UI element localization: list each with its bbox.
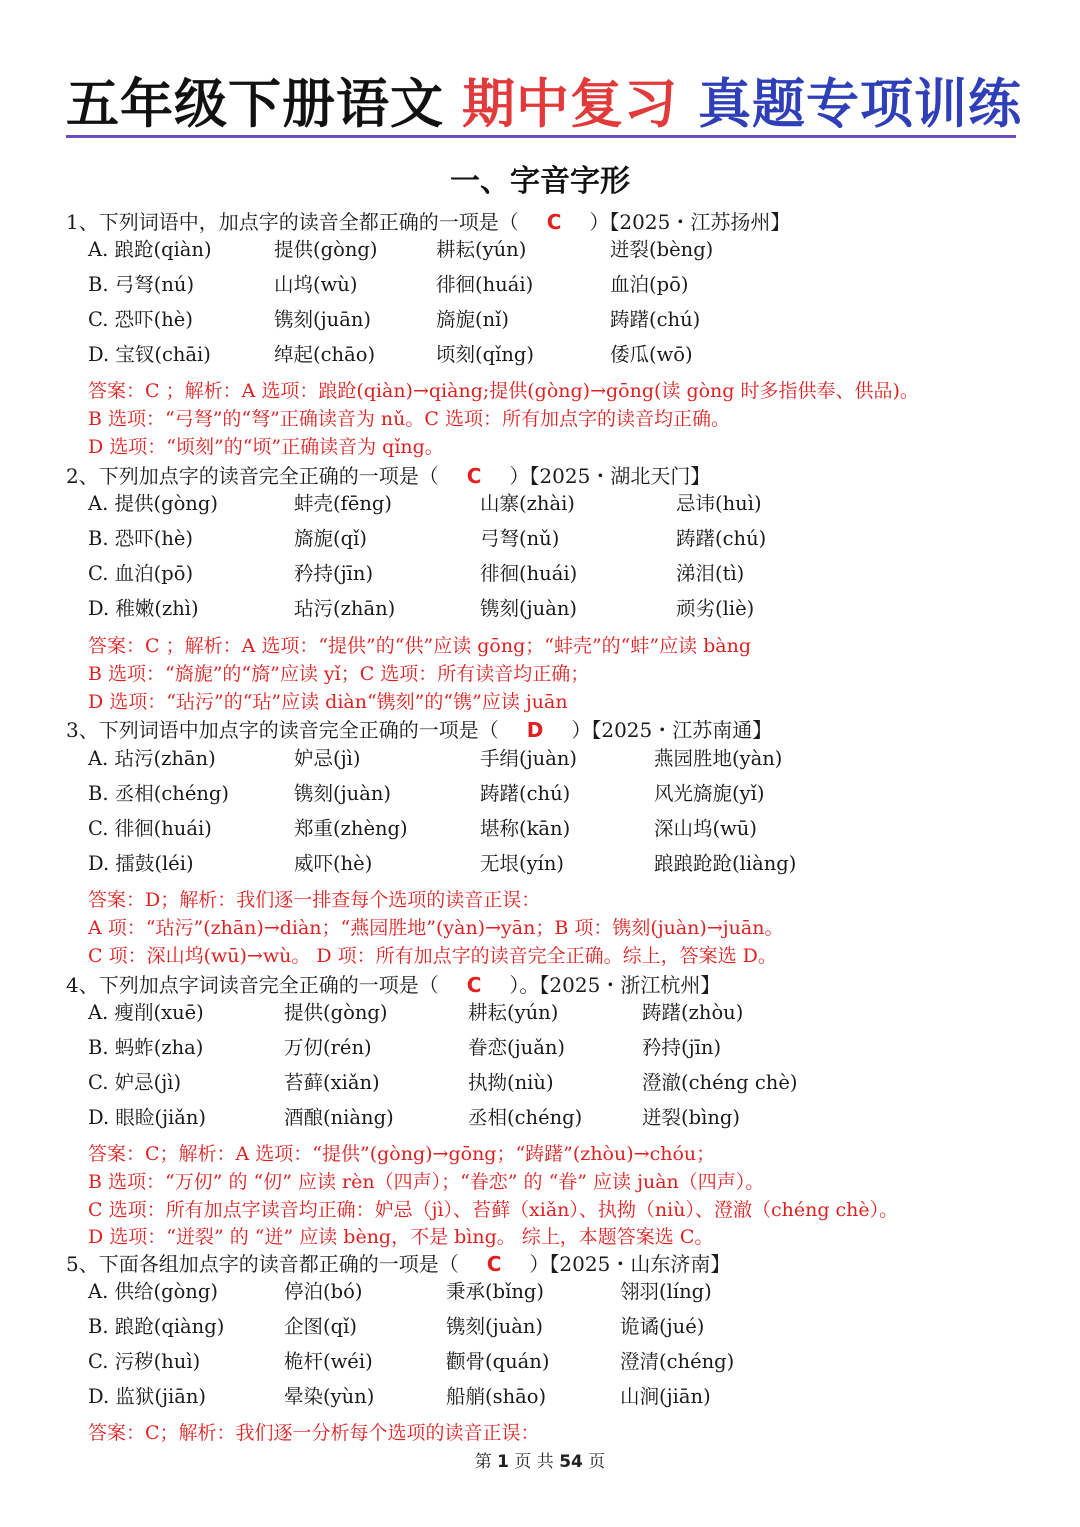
option-b: B. 恐吓(hè) xyxy=(88,527,194,550)
option-b: B. 蚂蚱(zha) xyxy=(88,1036,204,1059)
option-word: 执拗(niù) xyxy=(468,1071,554,1094)
option-word: 徘徊(huái) xyxy=(480,562,578,585)
question-source: ）【2025・江苏南通】 xyxy=(571,718,773,742)
question-1-stem xyxy=(66,208,790,236)
answer-letter: C xyxy=(546,210,562,234)
option-d: D. 眼睑(jiǎn) xyxy=(88,1106,207,1129)
question-text: 2、下列加点字的读音完全正确的一项是（ xyxy=(66,464,439,488)
option-word: 忌讳(huì) xyxy=(676,492,762,515)
option-word: 镌刻(juān) xyxy=(274,308,372,331)
option-word: 企图(qǐ) xyxy=(284,1315,357,1338)
option-word: 提供(gòng) xyxy=(274,238,378,261)
option-word: 深山坞(wū) xyxy=(654,817,757,840)
option-a: A. 供给(gòng) xyxy=(88,1280,218,1303)
option-row xyxy=(88,1312,1048,1342)
option-row xyxy=(88,270,1048,300)
option-word: 旖旎(qǐ) xyxy=(294,527,367,550)
option-row xyxy=(88,594,1048,624)
option-word: 耕耘(yún) xyxy=(436,238,527,261)
option-c: C. 徘徊(huái) xyxy=(88,817,212,840)
question-text: 4、下列加点字词读音完全正确的一项是（ xyxy=(66,973,439,997)
option-a: A. 瘦削(xuē) xyxy=(88,1001,204,1024)
question-text: 3、下列词语中加点字的读音完全正确的一项是（ xyxy=(66,718,499,742)
option-word: 堪称(kān) xyxy=(480,817,571,840)
option-b: B. 踉跄(qiàng) xyxy=(88,1315,225,1338)
option-word: 徘徊(huái) xyxy=(436,273,534,296)
option-word: 蚌壳(fēng) xyxy=(294,492,393,515)
option-row xyxy=(88,1068,1048,1098)
option-c: C. 血泊(pō) xyxy=(88,562,194,585)
option-word: 绰起(chāo) xyxy=(274,343,376,366)
option-word: 矜持(jīn) xyxy=(642,1036,722,1059)
option-word: 诡谲(jué) xyxy=(620,1315,705,1338)
option-d: D. 稚嫩(zhì) xyxy=(88,597,199,620)
question-4-stem xyxy=(66,971,720,999)
option-word: 秉承(bǐng) xyxy=(446,1280,544,1303)
option-c: C. 恐吓(hè) xyxy=(88,308,193,331)
option-d: D. 宝钗(chāi) xyxy=(88,343,211,366)
title-training: 真题专项训练 xyxy=(698,74,1022,135)
option-word: 山涧(jiān) xyxy=(620,1385,711,1408)
option-d: D. 擂鼓(léi) xyxy=(88,852,194,875)
question-source: ）【2025・山东济南】 xyxy=(529,1252,731,1276)
option-word: 澄清(chéng) xyxy=(620,1350,735,1373)
option-row xyxy=(88,998,1048,1028)
analysis-line: D 选项：“玷污”的“玷”应读 diàn“镌刻”的“镌”应读 juān xyxy=(88,691,568,713)
question-3-stem xyxy=(66,716,772,744)
option-word: 旖旎(nǐ) xyxy=(436,308,510,331)
question-source: ）【2025・湖北天门】 xyxy=(509,464,711,488)
title-grade: 五年级下册语文 xyxy=(66,74,444,135)
analysis-line: D 选项：“顷刻”的“顷”正确读音为 qǐng。 xyxy=(88,436,444,458)
analysis-line: D 选项：“迸裂” 的 “迸” 应读 bèng，不是 bìng。 综上，本题答案选 C。 xyxy=(88,1226,714,1248)
option-b: B. 弓弩(nú) xyxy=(88,273,195,296)
option-word: 山坞(wù) xyxy=(274,273,358,296)
option-row xyxy=(88,340,1048,370)
option-row xyxy=(88,489,1048,519)
option-word: 眷恋(juǎn) xyxy=(468,1036,566,1059)
option-row xyxy=(88,1033,1048,1063)
option-word: 踉踉跄跄(liàng) xyxy=(654,852,797,875)
option-a: A. 踉跄(qiàn) xyxy=(88,238,212,261)
analysis-line: C 项：深山坞(wū)→wù。 D 项：所有加点字的读音完全正确。综上，答案选 D。 xyxy=(88,945,777,967)
option-word: 顽劣(liè) xyxy=(676,597,755,620)
option-word: 颧骨(quán) xyxy=(446,1350,550,1373)
answer-letter: D xyxy=(526,718,544,742)
option-c: C. 妒忌(jì) xyxy=(88,1071,182,1094)
footer-prefix: 第 xyxy=(474,1452,492,1472)
analysis-line: B 选项：“弓弩”的“弩”正确读音为 nǔ。C 选项：所有加点字的读音均正确。 xyxy=(88,408,730,430)
analysis-line: 答案：C ；解析：A 选项：踉跄(qiàn)→qiàng;提供(gòng)→gōng(读 gòng 时多指供奉、供品)。 xyxy=(88,380,919,402)
option-word: 停泊(bó) xyxy=(284,1280,363,1303)
option-word: 晕染(yùn) xyxy=(284,1385,375,1408)
option-word: 踌躇(zhòu) xyxy=(642,1001,744,1024)
analysis-line: B 选项：“旖旎”的“旖”应读 yǐ；C 选项：所有读音均正确； xyxy=(88,663,590,685)
title-midterm: 期中复习 xyxy=(462,74,678,135)
option-word: 倭瓜(wō) xyxy=(610,343,693,366)
option-word: 燕园胜地(yàn) xyxy=(654,747,783,770)
option-word: 镌刻(juàn) xyxy=(294,782,392,805)
analysis-line: C 选项：所有加点字读音均正确：妒忌（jì）、苔藓（xiǎn）、执拗（niù）、澄澈（chéng chè）。 xyxy=(88,1199,899,1221)
question-2-stem xyxy=(66,462,710,490)
page-number: 1 xyxy=(497,1452,509,1472)
option-a: A. 玷污(zhān) xyxy=(88,747,216,770)
option-word: 踌躇(chú) xyxy=(676,527,767,550)
question-source: ）。【2025・浙江杭州】 xyxy=(509,973,721,997)
question-source: ）【2025・江苏扬州】 xyxy=(589,210,791,234)
analysis-line: A 项：“玷污”(zhān)→diàn；“燕园胜地”(yàn)→yān；B 项：镌刻(juàn)→juān。 xyxy=(88,917,784,939)
option-word: 血泊(pō) xyxy=(610,273,689,296)
answer-letter: C xyxy=(466,973,482,997)
option-word: 玷污(zhān) xyxy=(294,597,396,620)
option-row xyxy=(88,524,1048,554)
option-word: 郑重(zhèng) xyxy=(294,817,408,840)
option-word: 桅杆(wéi) xyxy=(284,1350,373,1373)
option-word: 提供(gòng) xyxy=(284,1001,388,1024)
option-row xyxy=(88,1103,1048,1133)
option-word: 澄澈(chéng chè) xyxy=(642,1071,798,1094)
option-word: 妒忌(jì) xyxy=(294,747,361,770)
option-row xyxy=(88,779,1048,809)
option-row xyxy=(88,559,1048,589)
option-word: 船艄(shāo) xyxy=(446,1385,547,1408)
option-word: 迸裂(bìng) xyxy=(642,1106,740,1129)
option-row xyxy=(88,849,1048,879)
question-5-stem xyxy=(66,1250,730,1278)
option-word: 苔藓(xiǎn) xyxy=(284,1071,380,1094)
option-word: 矜持(jīn) xyxy=(294,562,374,585)
analysis-line: 答案：C；解析：A 选项：“提供”(gòng)→gōng；“踌躇”(zhòu)→chóu； xyxy=(88,1143,716,1165)
option-word: 风光旖旎(yǐ) xyxy=(654,782,765,805)
option-a: A. 提供(gòng) xyxy=(88,492,218,515)
analysis-line: 答案：D；解析：我们逐一排查每个选项的读音正误： xyxy=(88,889,541,911)
option-word: 山寨(zhài) xyxy=(480,492,575,515)
option-word: 无垠(yín) xyxy=(480,852,565,875)
analysis-line: 答案：C；解析：我们逐一分析每个选项的读音正误： xyxy=(88,1422,540,1444)
option-word: 镌刻(juàn) xyxy=(446,1315,544,1338)
option-b: B. 丞相(chéng) xyxy=(88,782,230,805)
option-word: 万仞(rén) xyxy=(284,1036,372,1059)
section-title: 一、字音字形 xyxy=(450,164,630,199)
page-header xyxy=(66,70,1022,140)
option-row xyxy=(88,744,1048,774)
page-total: 54 xyxy=(559,1452,583,1472)
option-word: 耕耘(yún) xyxy=(468,1001,559,1024)
option-word: 涕泪(tì) xyxy=(676,562,745,585)
option-word: 踌躇(chú) xyxy=(480,782,571,805)
answer-letter: C xyxy=(466,464,482,488)
option-c: C. 污秽(huì) xyxy=(88,1350,201,1373)
option-row xyxy=(88,1347,1048,1377)
option-word: 酒酿(niàng) xyxy=(284,1106,394,1129)
title-underline xyxy=(66,135,1016,138)
option-row xyxy=(88,1382,1048,1412)
option-word: 丞相(chéng) xyxy=(468,1106,583,1129)
question-text: 1、下列词语中，加点字的读音全都正确的一项是（ xyxy=(66,210,519,234)
option-word: 迸裂(bèng) xyxy=(610,238,714,261)
option-row xyxy=(88,1277,1048,1307)
option-row xyxy=(88,814,1048,844)
option-word: 踌躇(chú) xyxy=(610,308,701,331)
option-word: 威吓(hè) xyxy=(294,852,373,875)
option-word: 弓弩(nǔ) xyxy=(480,527,560,550)
footer-middle: 页 共 xyxy=(514,1452,554,1472)
answer-letter: C xyxy=(486,1252,502,1276)
option-word: 顷刻(qǐng) xyxy=(436,343,534,366)
analysis-line: 答案：C ；解析：A 选项：“提供”的“供”应读 gōng；“蚌壳”的“蚌”应读 bàng xyxy=(88,635,752,657)
option-word: 镌刻(juàn) xyxy=(480,597,578,620)
question-text: 5、下面各组加点字的读音都正确的一项是（ xyxy=(66,1252,459,1276)
option-row xyxy=(88,305,1048,335)
option-word: 手绢(juàn) xyxy=(480,747,578,770)
option-row xyxy=(88,235,1048,265)
footer-suffix: 页 xyxy=(588,1452,606,1472)
option-d: D. 监狱(jiān) xyxy=(88,1385,207,1408)
analysis-line: B 选项：“万仞” 的 “仞” 应读 rèn（四声）；“眷恋” 的 “眷” 应读 juàn（四声）。 xyxy=(88,1171,765,1193)
page-footer xyxy=(0,1450,1080,1474)
option-word: 翎羽(líng) xyxy=(620,1280,712,1303)
